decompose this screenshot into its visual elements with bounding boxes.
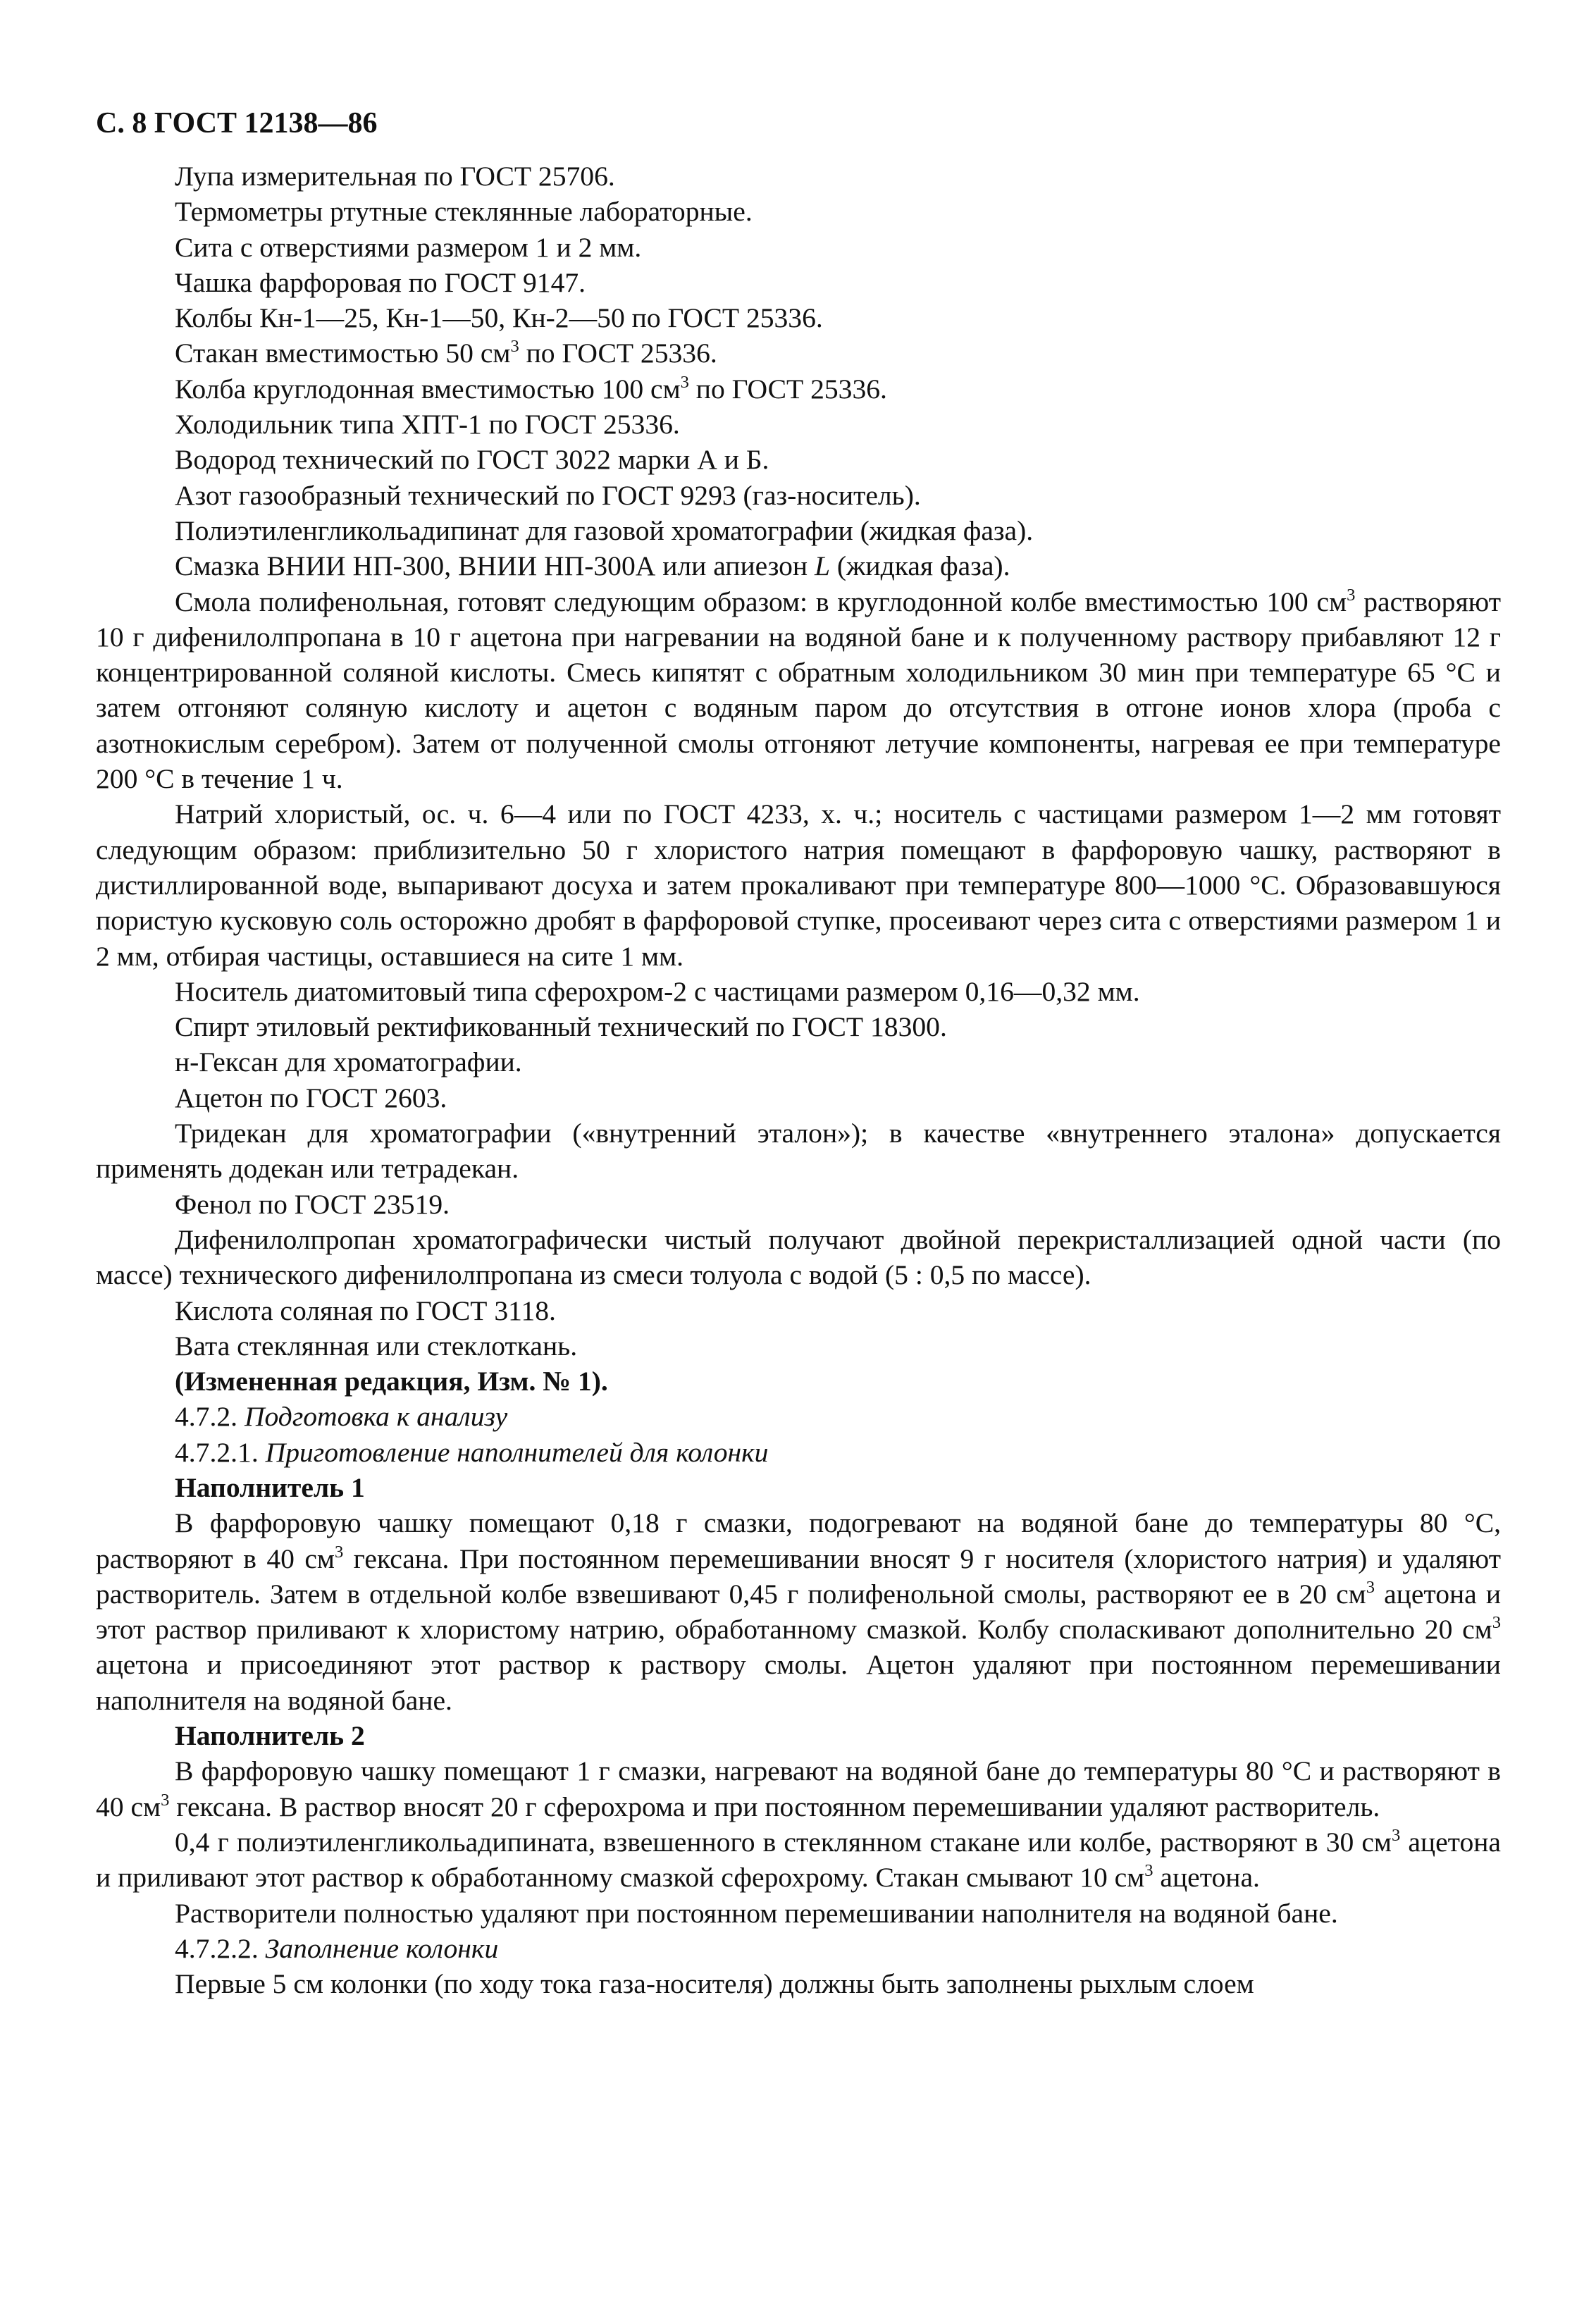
section-4-7-2: 4.7.2. Подготовка к анализу: [175, 1401, 508, 1433]
filler-1-heading: Наполнитель 1: [175, 1471, 365, 1503]
paragraph-diatomite-carrier: Носитель диатомитовый типа сферохром-2 с частицами размером 0,16—0,32 мм.: [175, 975, 1140, 1007]
section-4-7-2-1: 4.7.2.1. Приготовление наполнителей для колонки: [175, 1436, 769, 1468]
paragraph-magnifier: Лупа измерительная по ГОСТ 25706.: [175, 161, 615, 192]
paragraph-polyphenol-resin: Смола полифенольная, готовят следующим образом: в круглодонной колбе вместимостью 100 $см^3$ растворяют 10 г дифенилолпропана в 10 г ацетона при нагревании на водяной бане и к полученному раствору прибавляют 12 г концентрированной соляной кислоты. Смесь кипятят с обратным холодильником 30 мин при температуре 65 °С и затем отгоняют соляную кислоту и ацетон с водяным паром до отсутствия в отгоне ионов хлора (проба с азотнокислым серебром). Затем от полученной смолы отгоняют летучие компоненты, нагревая ее при температуре 200 °С в течение 1 ч.: [96, 585, 1501, 795]
paragraph-hydrogen: Водород технический по ГОСТ 3022 марки А и Б.: [175, 444, 769, 476]
paragraph-beaker: Стакан вместимостью 50 $см^3$ по ГОСТ 25336.: [175, 337, 717, 369]
page-header: С. 8 ГОСТ 12138—86: [96, 107, 378, 140]
paragraph-diphenylolpropane: Дифенилолпропан хроматографически чистый получают двойной перекристаллизацией одной части (по массе) технического дифенилолпропана из смеси толуола с водой (5 : 0,5 по массе).: [96, 1223, 1501, 1291]
paragraph-condenser: Холодильник типа ХПТ-1 по ГОСТ 25336.: [175, 409, 680, 440]
paragraph-grease: Смазка ВНИИ НП-300, ВНИИ НП-300А или апиезон L (жидкая фаза).: [175, 550, 1010, 582]
paragraph-glass-wool: Вата стеклянная или стеклоткань.: [175, 1330, 578, 1361]
paragraph-solvents-removal: Растворители полностью удаляют при постоянном перемешивании наполнителя на водяной бане.: [175, 1897, 1338, 1929]
paragraph-acetone: Ацетон по ГОСТ 2603.: [175, 1082, 447, 1113]
paragraph-column-filling: Первые 5 см колонки (по ходу тока газа-носителя) должны быть заполнены рыхлым слоем: [175, 1968, 1254, 2000]
paragraph-hexane: н-Гексан для хроматографии.: [175, 1046, 522, 1078]
paragraph-flasks: Колбы Кн-1—25, Кн-1—50, Кн-2—50 по ГОСТ 25336.: [175, 302, 823, 334]
amendment-note: (Измененная редакция, Изм. № 1).: [175, 1366, 608, 1397]
paragraph-porcelain-cup: Чашка фарфоровая по ГОСТ 9147.: [175, 266, 586, 298]
paragraph-round-flask: Колба круглодонная вместимостью 100 $см^3$ по ГОСТ 25336.: [175, 372, 887, 404]
paragraph-hydrochloric-acid: Кислота соляная по ГОСТ 3118.: [175, 1295, 556, 1326]
paragraph-sodium-chloride: Натрий хлористый, ос. ч. 6—4 или по ГОСТ 4233, х. ч.; носитель с частицами размером 1—2 мм готовят следующим образом: приблизительно 50 г хлористого натрия помещают в фарфоровую чашку, растворяют в дистиллированной воде, выпаривают досуха и затем прокаливают при температуре 800—1000 °С. Образовавшуюся пористую кусковую соль осторожно дробят в фарфоровой ступке, просеивают через сита с отверстиями размером 1 и 2 мм, отбирая частицы, оставшиеся на сите 1 мм.: [96, 798, 1501, 972]
paragraph-peg-adipate: Полиэтиленгликольадипинат для газовой хроматографии (жидкая фаза).: [175, 514, 1034, 546]
paragraph-filler-1: В фарфоровую чашку помещают 0,18 г смазки, подогревают на водяной бане до температуры 80 °С, растворяют в 40 $см^3$ гексана. При постоянном перемешивании вносят 9 г носителя (хлористого натрия) и удаляют растворитель. Затем в отдельной колбе взвешивают 0,45 г полифенольной смолы, растворяют ее в 20 $см^3$ ацетона и этот раствор приливают к хлористому натрию, обработанному смазкой. Колбу споласкивают дополнительно 20 $см^3$ ацетона и присоединяют этот раствор к раствору смолы. Ацетон удаляют при постоянном перемешивании наполнителя на водяной бане.: [96, 1507, 1501, 1716]
filler-2-heading: Наполнитель 2: [175, 1720, 365, 1752]
paragraph-nitrogen: Азот газообразный технический по ГОСТ 9293 (газ-носитель).: [175, 479, 921, 511]
document-page: [96, 106, 1501, 2001]
paragraph-tridecane: Тридекан для хроматографии («внутренний эталон»); в качестве «внутреннего эталона» допускается применять додекан или тетрадекан.: [96, 1118, 1501, 1185]
paragraph-filler-2-b: 0,4 г полиэтиленгликольадипината, взвешенного в стеклянном стакане или колбе, растворяют в 30 $см^3$ ацетона и приливают этот раствор к обработанному смазкой сферохрому. Стакан смывают 10 $см^3$ ацетона.: [96, 1825, 1501, 1894]
paragraph-ethanol: Спирт этиловый ректификованный технический по ГОСТ 18300.: [175, 1011, 947, 1043]
section-4-7-2-2: 4.7.2.2. Заполнение колонки: [175, 1932, 499, 1964]
paragraph-thermometers: Термометры ртутные стеклянные лабораторные.: [175, 196, 753, 228]
paragraph-filler-2-a: В фарфоровую чашку помещают 1 г смазки, нагревают на водяной бане до температуры 80 °С и растворяют в 40 $см^3$ гексана. В раствор вносят 20 г сферохрома и при постоянном перемешивании удаляют растворитель.: [96, 1755, 1501, 1822]
paragraph-sieves: Сита с отверстиями размером 1 и 2 мм.: [175, 231, 642, 263]
paragraph-phenol: Фенол по ГОСТ 23519.: [175, 1188, 450, 1220]
